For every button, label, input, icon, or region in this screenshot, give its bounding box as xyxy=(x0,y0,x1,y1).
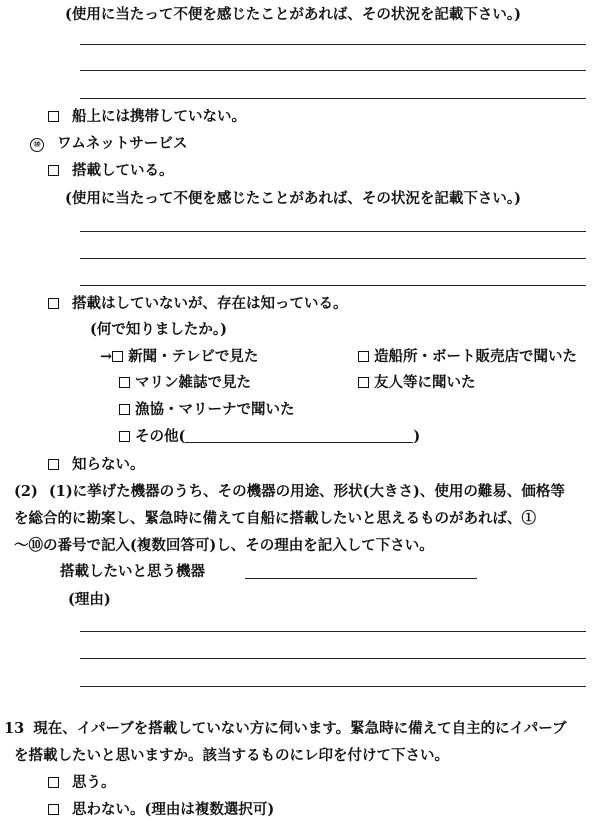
item10-note: (使用に当たって不便を感じたことがあれば、その状況を記載下さい。) xyxy=(65,190,521,207)
source-fishery-label: 漁協・マリーナで聞いた xyxy=(135,401,295,418)
source-other-input[interactable] xyxy=(185,428,413,443)
q2-line-1 xyxy=(14,483,565,501)
q2-reason-line-1[interactable] xyxy=(80,631,586,632)
q2-reason-line-3[interactable] xyxy=(80,686,586,687)
item10-unknown-label: 知らない。 xyxy=(72,456,145,473)
item10-heading xyxy=(30,135,187,153)
item10-known-label: 搭載はしていないが、存在は知っている。 xyxy=(72,295,348,312)
q2-number: (2) xyxy=(14,483,38,500)
item10-answer-line-1[interactable] xyxy=(80,231,586,232)
q2-device-input[interactable] xyxy=(245,578,477,579)
source-magazine-row xyxy=(119,374,251,392)
source-shipyard-checkbox[interactable] xyxy=(358,351,369,362)
q2-text-2: を総合的に勘案し、緊急時に備えて自船に搭載したいと思えるものがあれば、① xyxy=(14,510,536,527)
source-friend-row xyxy=(358,374,476,392)
item9-answer-line-3[interactable] xyxy=(80,98,586,99)
arrow-icon: → xyxy=(100,348,113,365)
source-shipyard-row xyxy=(358,348,577,366)
item10-installed-checkbox[interactable] xyxy=(48,165,59,176)
q13-text-1: 現在、イパーブを搭載していない方に伺います。緊急時に備えて自主的にイパーブ xyxy=(33,720,567,737)
source-fishery-row xyxy=(119,401,295,419)
q2-reason-line-2[interactable] xyxy=(80,658,586,659)
q13-yes-label: 思う。 xyxy=(72,774,116,791)
source-friend-label: 友人等に聞いた xyxy=(374,374,476,391)
q2-device-label: 搭載したいと思う機器 xyxy=(60,563,205,580)
source-friend-checkbox[interactable] xyxy=(358,377,369,388)
source-tv-checkbox[interactable] xyxy=(112,351,123,362)
q13-no-label: 思わない。(理由は複数選択可) xyxy=(72,801,275,818)
q13-line-1 xyxy=(4,720,567,738)
item10-answer-line-3[interactable] xyxy=(80,285,586,286)
q2-reason-label: (理由) xyxy=(68,591,111,608)
how-known-prompt: (何で知りましたか。) xyxy=(90,321,227,338)
q2-text-1: (1)に挙げた機器のうち、その機器の用途、形状(大きさ)、使用の難易、価格等 xyxy=(48,483,565,500)
source-fishery-checkbox[interactable] xyxy=(119,404,130,415)
item9-note: (使用に当たって不便を感じたことがあれば、その状況を記載下さい。) xyxy=(65,6,521,23)
source-other-label: その他( xyxy=(135,428,186,445)
source-tv-row xyxy=(100,348,258,366)
item9-not-carried-label: 船上には携帯していない。 xyxy=(72,108,246,125)
q13-text-2: を搭載したいと思いますか。該当するものにレ印を付けて下さい。 xyxy=(14,747,449,764)
item10-title: ワムネットサービス xyxy=(57,135,188,152)
q13-no-checkbox[interactable] xyxy=(48,804,59,815)
item10-answer-line-2[interactable] xyxy=(80,258,586,259)
item10-number: ⑩ xyxy=(30,138,44,152)
item10-known-checkbox[interactable] xyxy=(48,298,59,309)
source-other-checkbox[interactable] xyxy=(119,431,130,442)
item9-answer-line-1[interactable] xyxy=(80,44,586,45)
source-magazine-label: マリン雑誌で見た xyxy=(135,374,251,391)
item9-not-carried-checkbox[interactable] xyxy=(48,111,59,122)
q2-text-3: 〜⑩の番号で記入(複数回答可)し、その理由を記入して下さい。 xyxy=(14,537,434,554)
source-magazine-checkbox[interactable] xyxy=(119,377,130,388)
source-shipyard-label: 造船所・ボート販売店で聞いた xyxy=(374,348,577,365)
source-other-close: ) xyxy=(413,428,421,445)
source-tv-label: 新聞・テレビで見た xyxy=(128,348,259,365)
item10-unknown-checkbox[interactable] xyxy=(48,459,59,470)
q13-yes-checkbox[interactable] xyxy=(48,777,59,788)
item10-installed-label: 搭載している。 xyxy=(72,162,174,179)
item9-answer-line-2[interactable] xyxy=(80,70,586,71)
source-other-row xyxy=(119,428,420,446)
q13-number: 13 xyxy=(4,720,25,737)
